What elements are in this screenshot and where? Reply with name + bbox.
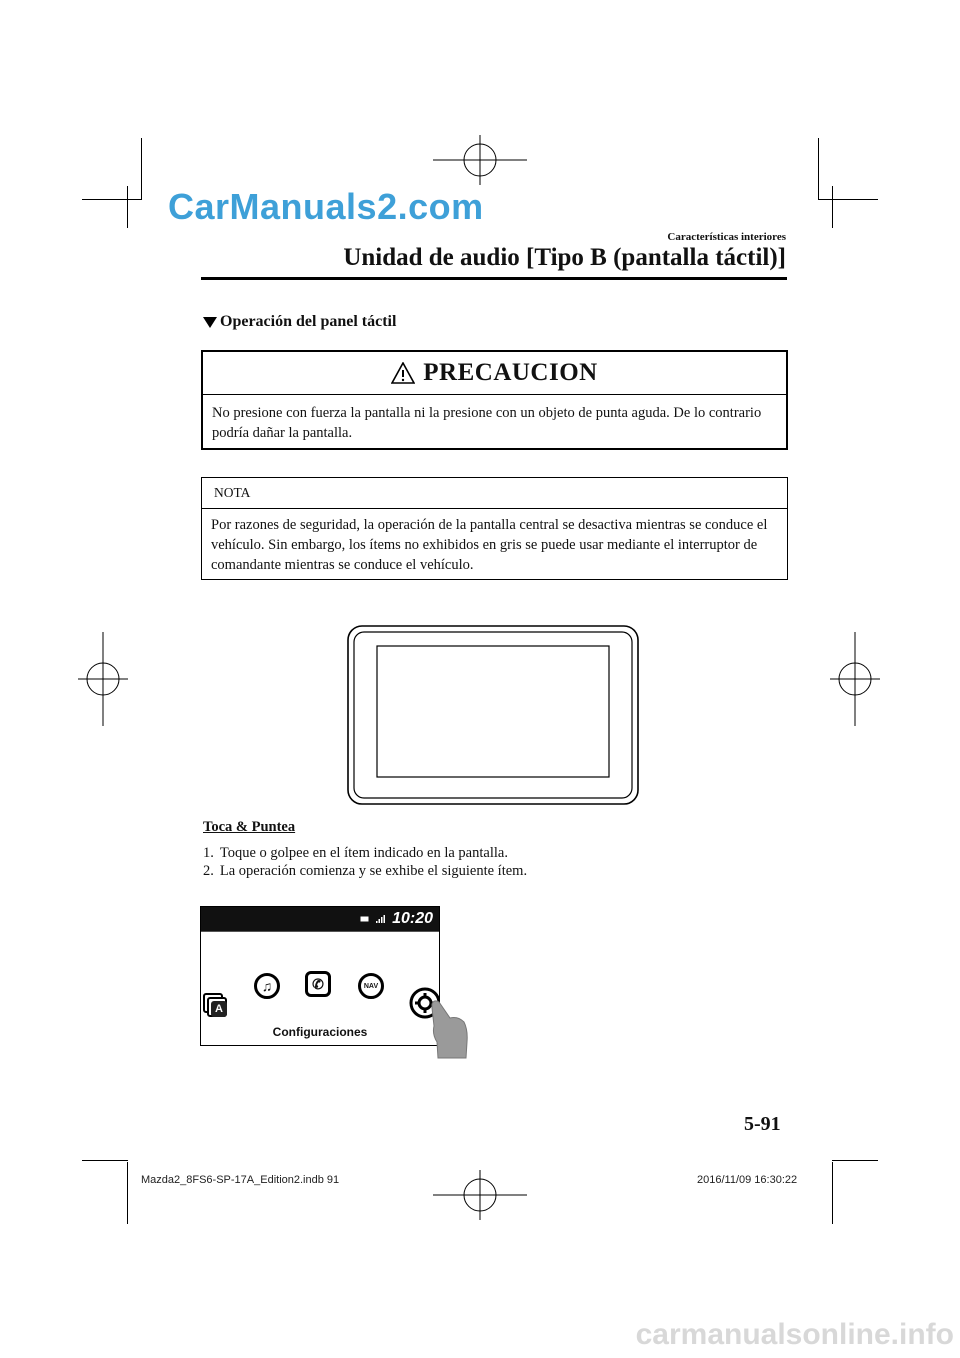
navigation-icon[interactable] (358, 973, 384, 999)
note-title: NOTA (202, 478, 787, 509)
caution-title: PRECAUCION (423, 359, 598, 386)
registration-mark-icon (78, 632, 128, 726)
crop-mark (832, 186, 833, 228)
header-section: Características interiores (667, 231, 786, 243)
caution-box (201, 350, 788, 450)
footer-timestamp: 2016/11/09 16:30:22 (697, 1174, 798, 1186)
triangle-bullet-icon (203, 317, 217, 328)
watermark-logo: CarManuals2.com (168, 186, 484, 227)
subheading: Toca & Puntea (203, 819, 296, 835)
applications-icon[interactable] (203, 993, 227, 1017)
phone-icon[interactable]: ✆ (305, 971, 331, 997)
watermark-bottom: carmanualsonline.info (635, 1318, 954, 1351)
footer-filename: Mazda2_8FS6-SP-17A_Edition2.indb 91 (141, 1174, 340, 1186)
status-bar (201, 907, 439, 931)
list-item (203, 862, 527, 880)
crop-mark (82, 199, 142, 200)
crop-mark (82, 1160, 128, 1161)
crop-mark (818, 199, 878, 200)
crop-mark (141, 138, 142, 200)
steps-list (203, 844, 527, 880)
caution-header (203, 352, 786, 395)
registration-mark-icon (433, 135, 527, 185)
step-number: 1. (203, 845, 214, 861)
registration-mark-icon (433, 1170, 527, 1220)
page-title: Unidad de audio [Tipo B (pantalla táctil)] (343, 244, 786, 271)
registration-mark-icon (830, 632, 880, 726)
finger-pointer-icon (428, 998, 470, 1060)
crop-mark (127, 1162, 128, 1224)
home-screen-illustration (200, 906, 440, 1046)
step-text: Toque o golpee en el ítem indicado en la pantalla. (219, 845, 508, 861)
crop-mark (818, 138, 819, 200)
signal-icon (376, 915, 386, 923)
center-display-illustration (346, 624, 640, 806)
crop-mark (832, 1162, 833, 1224)
selected-item-label: Configuraciones (272, 1025, 368, 1039)
app-badge: A (211, 1001, 227, 1017)
header-rule (201, 277, 787, 280)
section-heading (203, 313, 396, 331)
clock: 10:20 (392, 910, 433, 927)
warning-triangle-icon (391, 362, 415, 384)
caution-text: No presione con fuerza la pantalla ni la presione con un objeto de punta aguda. De lo contrario podría dañar la pantalla. (212, 405, 762, 441)
music-icon[interactable]: ♫ (254, 973, 280, 999)
note-box (201, 477, 788, 580)
nav-label: NAV (363, 982, 379, 990)
section-heading-text: Operación del panel táctil (220, 313, 397, 330)
note-text: Por razones de seguridad, la operación de la pantalla central se desactiva mientras se conduce el vehículo. Sin embargo, los ítems no exhibidos en gris se puede usar mediante el interruptor de comandante mientras se conduce el vehículo. (211, 517, 768, 573)
list-item (203, 844, 527, 862)
step-text: La operación comienza y se exhibe el siguiente ítem. (219, 863, 528, 879)
crop-mark (127, 186, 128, 228)
page-number: 5-91 (744, 1113, 781, 1135)
battery-icon (360, 916, 370, 922)
crop-mark (832, 1160, 878, 1161)
step-number: 2. (203, 863, 214, 879)
